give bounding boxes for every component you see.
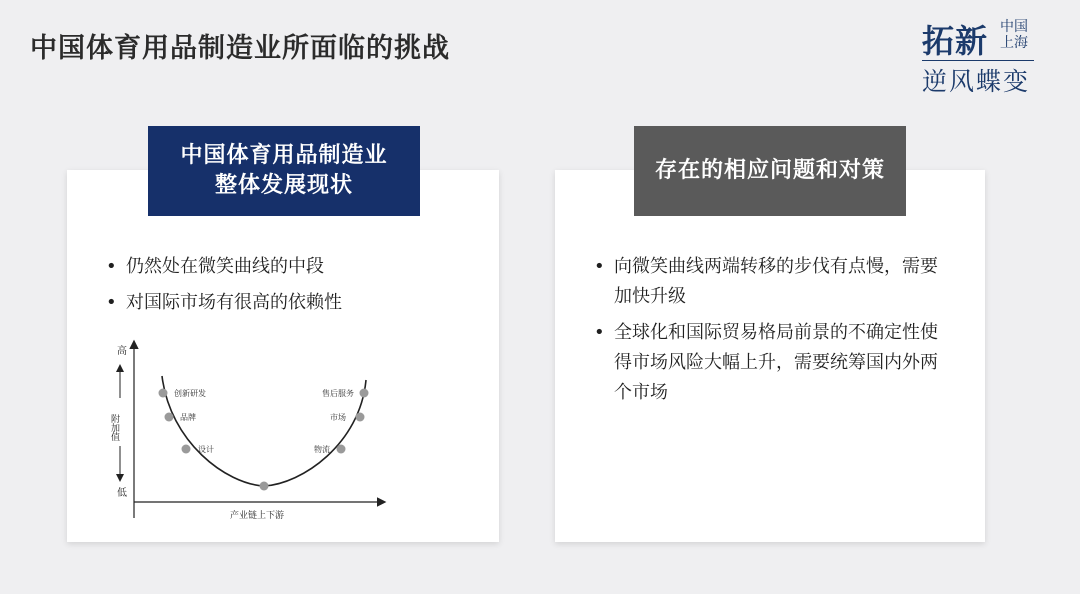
left-heading-banner [148, 126, 420, 216]
curve-point [260, 482, 269, 491]
point-label-rd: 创新研发 [174, 389, 206, 398]
brand-logo [922, 16, 1042, 96]
point-label-market: 市场 [330, 413, 346, 422]
curve-point [360, 389, 369, 398]
curve-point [182, 445, 191, 454]
point-label-aftersales: 售后服务 [322, 389, 354, 398]
curve-point [337, 445, 346, 454]
x-axis-label: 产业链上下游 [230, 511, 285, 521]
page-title: 中国体育用品制造业所面临的挑战 [30, 33, 450, 64]
right-heading-banner [634, 126, 906, 216]
list-item: • 全球化和国际贸易格局前景的不确定性使得市场风险大幅上升，需要统筹国内外两个市场 [592, 318, 952, 408]
curve-point [165, 413, 174, 422]
smile-curve-diagram [108, 332, 398, 526]
point-label-brand: 品牌 [180, 413, 196, 422]
y-axis-high-label: 高 [117, 346, 127, 357]
right-heading: 存在的相应问题和对策 [654, 158, 885, 183]
left-bullet-list [104, 252, 464, 324]
point-label-logistics: 物流 [314, 445, 330, 454]
logo-divider [922, 60, 1034, 61]
logo-text-small: 中国 上海 [1000, 19, 1028, 51]
point-label-design: 设计 [198, 445, 214, 454]
right-bullet-list [592, 252, 952, 414]
logo-slogan: 逆风蝶变 [922, 67, 1031, 96]
y-axis-low-label: 低 [117, 488, 127, 499]
y-axis-title: 附加值 [109, 414, 119, 441]
curve-point [159, 389, 168, 398]
left-heading: 中国体育用品制造业 整体发展现状 [180, 143, 388, 198]
curve-point [356, 413, 365, 422]
list-item: • 对国际市场有很高的依赖性 [104, 288, 464, 318]
list-item: • 向微笑曲线两端转移的步伐有点慢，需要加快升级 [592, 252, 952, 312]
list-item: • 仍然处在微笑曲线的中段 [104, 252, 464, 282]
logo-text-main: 拓新 [922, 22, 989, 60]
